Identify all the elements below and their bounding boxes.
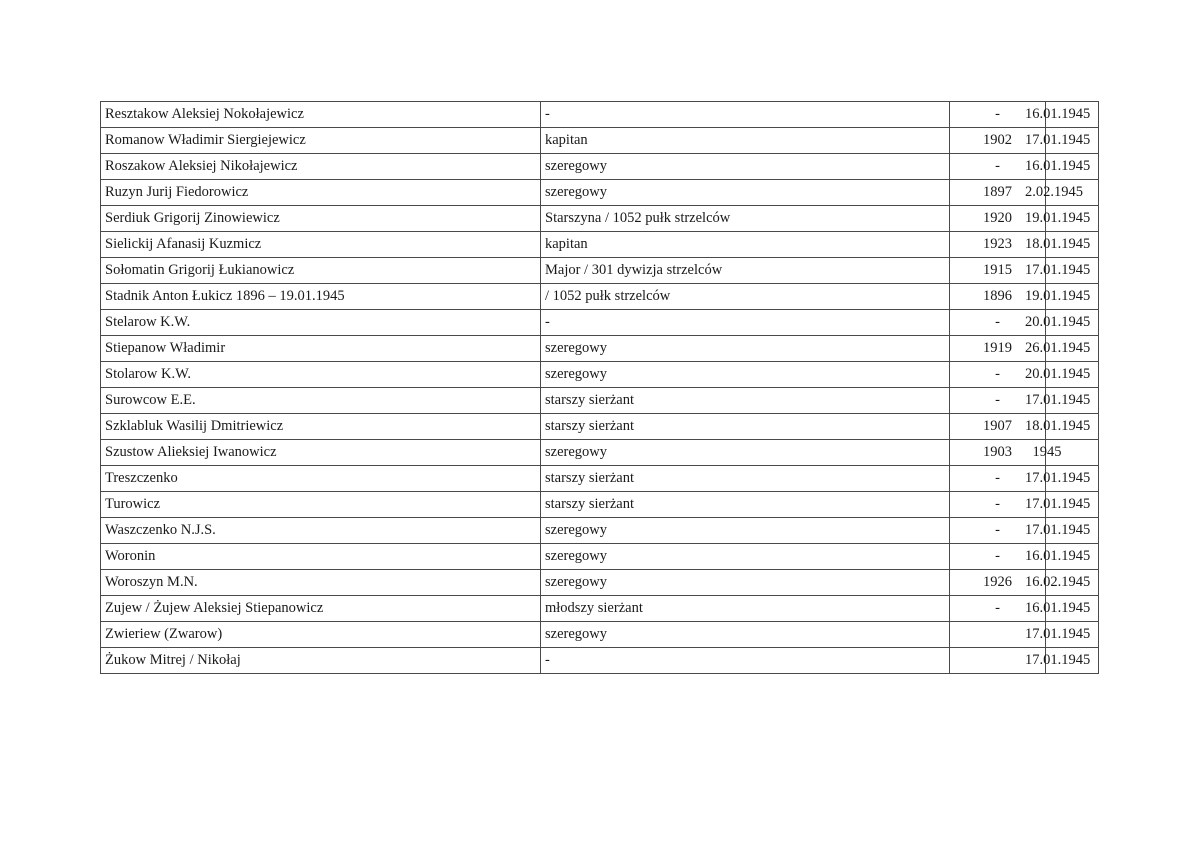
name-cell: Zujew / Żujew Aleksiej Stiepanowicz	[101, 596, 541, 622]
death-date-text: 17.01.1945	[1025, 262, 1091, 278]
rank-cell: kapitan	[541, 128, 950, 154]
death-date-text: 17.01.1945	[1025, 626, 1091, 642]
death-date-text: 1945	[1032, 444, 1062, 460]
table-row	[101, 544, 1099, 570]
rank-cell: / 1052 pułk strzelców	[541, 284, 950, 310]
name-cell: Stadnik Anton Łukicz 1896 – 19.01.1945	[101, 284, 541, 310]
death-date-cell	[1025, 544, 1099, 570]
name-cell: Resztakow Aleksiej Nokołajewicz	[101, 102, 541, 128]
rank-cell: szeregowy	[541, 180, 950, 206]
death-date-text: 18.01.1945	[1025, 418, 1091, 434]
death-date-cell	[1025, 284, 1099, 310]
name-cell: Roszakow Aleksiej Nikołajewicz	[101, 154, 541, 180]
death-date-text: 17.01.1945	[1025, 132, 1091, 148]
rank-cell: szeregowy	[541, 154, 950, 180]
rank-cell: -	[541, 102, 950, 128]
name-cell: Szustow Alieksiej Iwanowicz	[101, 440, 541, 466]
death-date-cell	[1025, 648, 1099, 674]
birth-year-cell: -	[950, 102, 1046, 128]
rank-cell: starszy sierżant	[541, 466, 950, 492]
name-cell: Romanow Władimir Siergiejewicz	[101, 128, 541, 154]
birth-year-cell: 1919	[950, 336, 1046, 362]
table-row	[101, 232, 1099, 258]
death-date-cell	[1025, 180, 1099, 206]
burial-records-table	[100, 101, 1099, 674]
table-row	[101, 154, 1099, 180]
table-row	[101, 648, 1099, 674]
death-date-text: 16.02.1945	[1025, 574, 1091, 590]
death-date-cell	[1025, 570, 1099, 596]
rank-cell: szeregowy	[541, 570, 950, 596]
birth-year-cell: 1923	[950, 232, 1046, 258]
name-cell: Surowcow E.E.	[101, 388, 541, 414]
rank-cell: szeregowy	[541, 544, 950, 570]
death-date-text: 26.01.1945	[1025, 340, 1091, 356]
table-row	[101, 596, 1099, 622]
death-date-cell	[1025, 518, 1099, 544]
death-date-cell	[1025, 336, 1099, 362]
table-row	[101, 258, 1099, 284]
name-cell: Treszczenko	[101, 466, 541, 492]
death-date-cell	[1025, 258, 1099, 284]
rank-cell: szeregowy	[541, 518, 950, 544]
birth-year-cell: 1920	[950, 206, 1046, 232]
birth-year-cell: -	[950, 154, 1046, 180]
table-row	[101, 310, 1099, 336]
death-date-cell	[1025, 102, 1099, 128]
name-cell: Stolarow K.W.	[101, 362, 541, 388]
name-cell: Żukow Mitrej / Nikołaj	[101, 648, 541, 674]
table-row	[101, 414, 1099, 440]
death-date-cell	[1025, 596, 1099, 622]
table-row	[101, 622, 1099, 648]
death-date-cell	[1025, 128, 1099, 154]
death-date-text: 18.01.1945	[1025, 236, 1091, 252]
table-row	[101, 570, 1099, 596]
death-date-text: 16.01.1945	[1025, 600, 1091, 616]
rank-cell: szeregowy	[541, 440, 950, 466]
birth-year-cell: 1907	[950, 414, 1046, 440]
death-date-text: 16.01.1945	[1025, 548, 1091, 564]
death-date-text: 20.01.1945	[1025, 314, 1091, 330]
table-row	[101, 206, 1099, 232]
name-cell: Stiepanow Władimir	[101, 336, 541, 362]
birth-year-cell: -	[950, 596, 1046, 622]
table-row	[101, 128, 1099, 154]
death-date-cell	[1025, 388, 1099, 414]
name-cell: Ruzyn Jurij Fiedorowicz	[101, 180, 541, 206]
table-row	[101, 336, 1099, 362]
death-date-text: 17.01.1945	[1025, 496, 1091, 512]
birth-year-cell: -	[950, 466, 1046, 492]
death-date-text: 19.01.1945	[1025, 288, 1091, 304]
death-date-text: 17.01.1945	[1025, 522, 1091, 538]
death-date-text: 2.02.1945	[1025, 184, 1083, 200]
birth-year-cell: 1897	[950, 180, 1046, 206]
rank-cell: starszy sierżant	[541, 388, 950, 414]
birth-year-cell: -	[950, 492, 1046, 518]
death-date-cell	[1025, 362, 1099, 388]
name-cell: Woronin	[101, 544, 541, 570]
table-row	[101, 362, 1099, 388]
table-row	[101, 466, 1099, 492]
birth-year-cell: 1926	[950, 570, 1046, 596]
death-date-cell	[1025, 154, 1099, 180]
rank-cell: młodszy sierżant	[541, 596, 950, 622]
death-date-cell	[1025, 232, 1099, 258]
rank-cell: Major / 301 dywizja strzelców	[541, 258, 950, 284]
birth-year-cell: 1915	[950, 258, 1046, 284]
death-date-cell	[1025, 492, 1099, 518]
birth-year-cell: -	[950, 518, 1046, 544]
name-cell: Turowicz	[101, 492, 541, 518]
death-date-text: 17.01.1945	[1025, 392, 1091, 408]
birth-year-cell: 1896	[950, 284, 1046, 310]
name-cell: Szklabluk Wasilij Dmitriewicz	[101, 414, 541, 440]
death-date-cell	[1025, 466, 1099, 492]
death-date-cell	[1025, 622, 1099, 648]
rank-cell: Starszyna / 1052 pułk strzelców	[541, 206, 950, 232]
table-row	[101, 284, 1099, 310]
name-cell: Waszczenko N.J.S.	[101, 518, 541, 544]
death-date-text: 20.01.1945	[1025, 366, 1091, 382]
table-row	[101, 518, 1099, 544]
death-date-text: 16.01.1945	[1025, 106, 1091, 122]
death-date-text: 16.01.1945	[1025, 158, 1091, 174]
rank-cell: starszy sierżant	[541, 492, 950, 518]
death-date-cell	[1032, 440, 1099, 466]
name-cell: Sołomatin Grigorij Łukianowicz	[101, 258, 541, 284]
rank-cell: starszy sierżant	[541, 414, 950, 440]
name-cell: Sielickij Afanasij Kuzmicz	[101, 232, 541, 258]
rank-cell: szeregowy	[541, 362, 950, 388]
death-date-cell	[1025, 206, 1099, 232]
birth-year-cell: -	[950, 388, 1046, 414]
table-row	[101, 180, 1099, 206]
rank-cell: -	[541, 310, 950, 336]
name-cell: Zwieriew (Zwarow)	[101, 622, 541, 648]
birth-year-cell: 1902	[950, 128, 1046, 154]
death-date-text: 17.01.1945	[1025, 470, 1091, 486]
birth-year-cell: 1903	[950, 440, 1046, 466]
death-date-text: 19.01.1945	[1025, 210, 1091, 226]
rank-cell: szeregowy	[541, 622, 950, 648]
rank-cell: -	[541, 648, 950, 674]
table-row	[101, 440, 1099, 466]
name-cell: Stelarow K.W.	[101, 310, 541, 336]
rank-cell: szeregowy	[541, 336, 950, 362]
death-date-cell	[1025, 414, 1099, 440]
birth-year-cell: -	[950, 310, 1046, 336]
records-table-body	[101, 102, 1099, 674]
table-row	[101, 492, 1099, 518]
rank-cell: kapitan	[541, 232, 950, 258]
name-cell: Serdiuk Grigorij Zinowiewicz	[101, 206, 541, 232]
death-date-cell	[1025, 310, 1099, 336]
name-cell: Woroszyn M.N.	[101, 570, 541, 596]
table-row	[101, 102, 1099, 128]
death-date-text: 17.01.1945	[1025, 652, 1091, 668]
birth-year-cell: -	[950, 362, 1046, 388]
table-row	[101, 388, 1099, 414]
birth-year-cell: -	[950, 544, 1046, 570]
